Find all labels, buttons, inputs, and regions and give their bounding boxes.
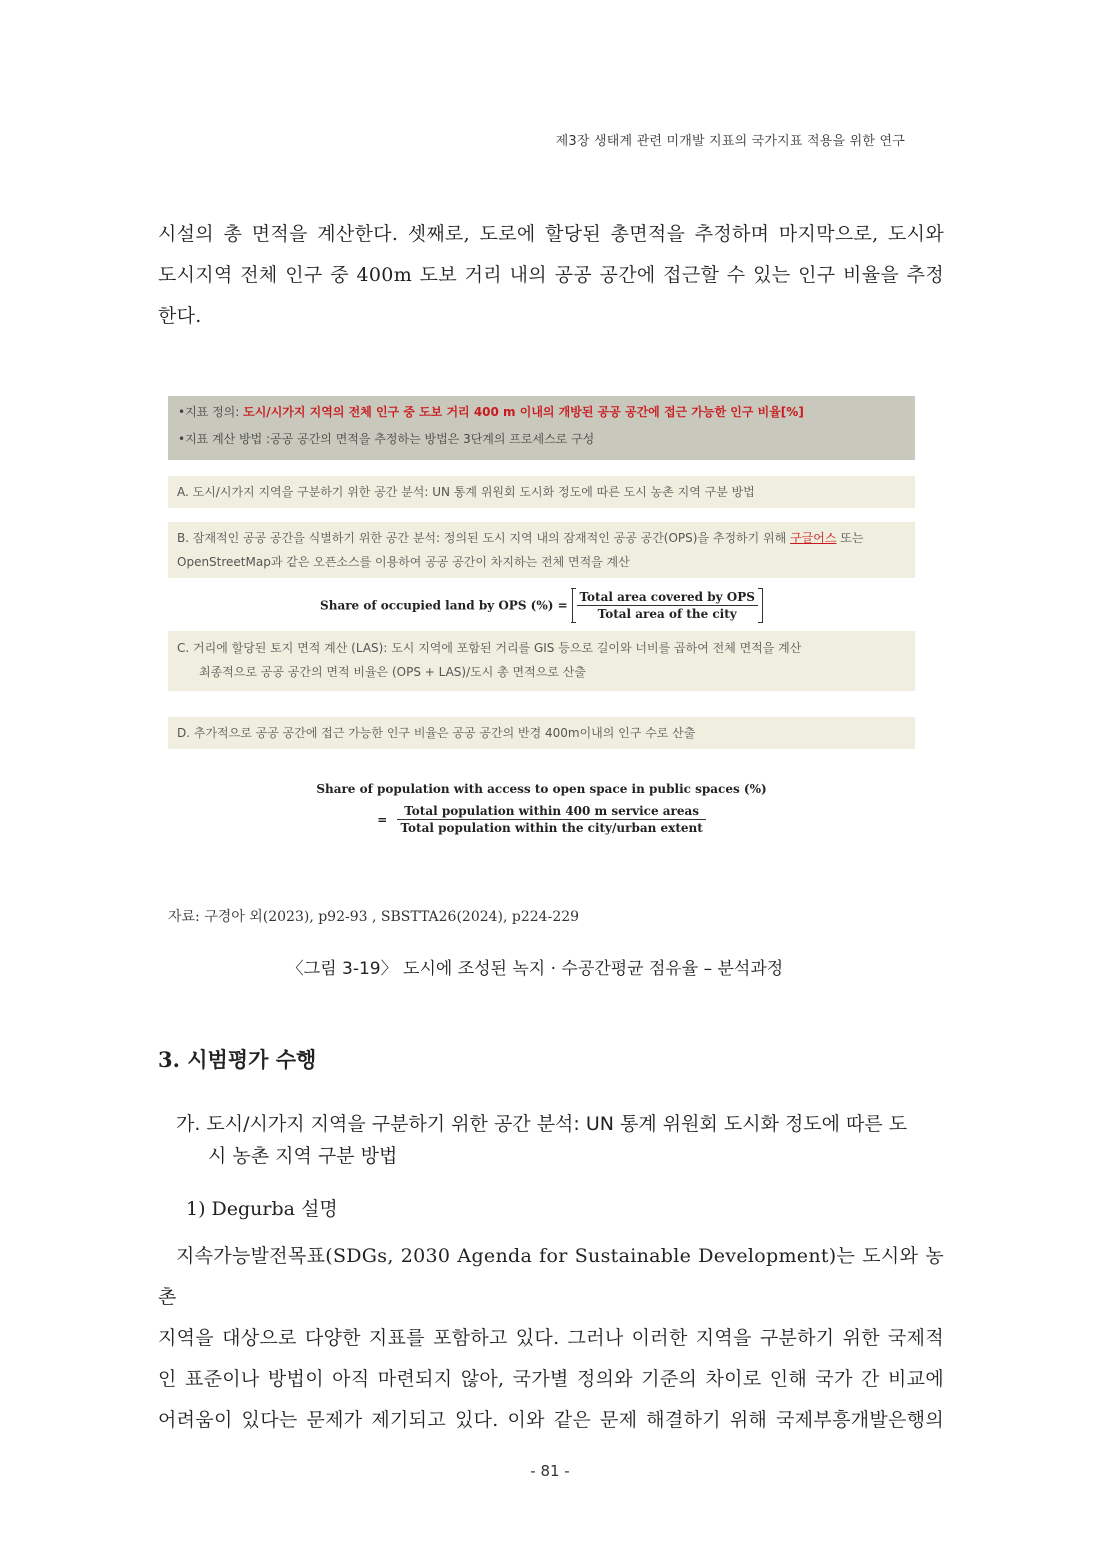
step-c-line-1: C. 거리에 할당된 토지 면적 계산 (LAS): 도시 지역에 포함된 거리를 GIS 등으로 길이와 너비를 곱하여 전체 면적을 계산 [177, 641, 802, 655]
formula-population-numerator: Total population within 400 m service areas [397, 804, 705, 820]
step-d-text: D. 추가적으로 공공 공간에 접근 가능한 인구 비율은 공공 공간의 반경 400m이내의 인구 수로 산출 [177, 726, 696, 740]
page-number: - 81 - [530, 1462, 570, 1480]
subsection-heading-line-2: 시 농촌 지역 구분 방법 [208, 1145, 398, 1167]
step-c-line-2: 최종적으로 공공 공간의 면적 비율은 (OPS + LAS)/도시 총 면적으로 산출 [199, 665, 586, 679]
intro-paragraph [158, 214, 944, 337]
figure-definition-block [168, 396, 915, 460]
step-b-text-pre: B. 잠재적인 공공 공간을 식별하기 위한 공간 분석: 정의된 도시 지역 내의 잠재적인 공공 공간(OPS)을 추정하기 위해 [177, 531, 791, 545]
indicator-definition [178, 396, 905, 426]
intro-line-3: 한다. [158, 305, 202, 327]
step-b-google-earth: 구글어스 [790, 531, 837, 545]
body-line-2: 지역을 대상으로 다양한 지표를 포함하고 있다. 그러나 이러한 지역을 구분하기 위한 국제적 [158, 1327, 944, 1349]
step-a-text: A. 도시/시가지 지역을 구분하기 위한 공간 분석: UN 통계 위원회 도시화 정도에 따른 도시 농촌 지역 구분 방법 [177, 485, 755, 499]
formula-population-equals: = [377, 812, 388, 827]
formula-ops-bracket [572, 588, 763, 623]
figure-source: 자료: 구경아 외(2023), p92-93 , SBSTTA26(2024), p224-229 [168, 909, 580, 925]
formula-ops-denominator: Total area of the city [597, 607, 737, 621]
figure-3-19 [168, 396, 915, 849]
body-line-3: 인 표준이나 방법이 아직 마련되지 않아, 국가별 정의와 기준의 차이로 인해 국가 간 비교에 [158, 1368, 944, 1390]
formula-population [168, 749, 915, 849]
step-b-line-1 [177, 526, 906, 550]
definition-label: •지표 정의: [178, 405, 244, 419]
intro-line-2: 도시지역 전체 인구 중 400m 도보 거리 내의 공공 공간에 접근할 수 있는 인구 비율을 추정 [158, 264, 944, 286]
subsection-heading [176, 1108, 944, 1172]
formula-population-title: Share of population with access to open space in public spaces (%) [316, 782, 767, 796]
step-b-text-post: 또는 [836, 531, 864, 545]
step-d-box [168, 717, 915, 749]
formula-ops [168, 578, 915, 644]
item-heading: 1) Degurba 설명 [186, 1198, 338, 1220]
formula-ops-numerator: Total area covered by OPS [577, 590, 758, 606]
step-b-box [168, 522, 915, 578]
subsection-heading-line-1: 가. 도시/시가지 지역을 구분하기 위한 공간 분석: UN 통계 위원회 도시화 정도에 따른 도 [176, 1113, 908, 1135]
figure-caption: 〈그림 3-19〉 도시에 조성된 녹지 · 수공간평균 점유율 – 분석과정 [286, 959, 784, 979]
body-line-4: 어려움이 있다는 문제가 제기되고 있다. 이와 같은 문제 해결하기 위해 국제부흥개발은행의 [158, 1409, 944, 1431]
formula-ops-lhs: Share of occupied land by OPS (%) = [320, 598, 568, 613]
step-a-box [168, 476, 915, 508]
body-line-1: 지속가능발전목표(SDGs, 2030 Agenda for Sustainable Development)는 도시와 농촌 [158, 1245, 944, 1308]
intro-line-1: 시설의 총 면적을 계산한다. 셋째로, 도로에 할당된 총면적을 추정하며 마지막으로, 도시와 [158, 223, 944, 245]
body-paragraph [158, 1236, 944, 1441]
section-heading: 3. 시범평가 수행 [158, 1047, 317, 1072]
step-b-line-2: OpenStreetMap과 같은 오픈소스를 이용하여 공공 공간이 차지하는 전체 면적을 계산 [177, 555, 630, 569]
running-header: 제3장 생태계 관련 미개발 지표의 국가지표 적용을 위한 연구 [555, 134, 905, 149]
calculation-method: •지표 계산 방법 :공공 공간의 면적을 추정하는 방법은 3단계의 프로세스로 구성 [178, 432, 595, 446]
formula-population-denominator: Total population within the city/urban extent [400, 821, 703, 835]
definition-text: 도시/시가지 지역의 전체 인구 중 도보 거리 400 m 이내의 개방된 공공 공간에 접근 가능한 인구 비율[%] [243, 405, 804, 419]
